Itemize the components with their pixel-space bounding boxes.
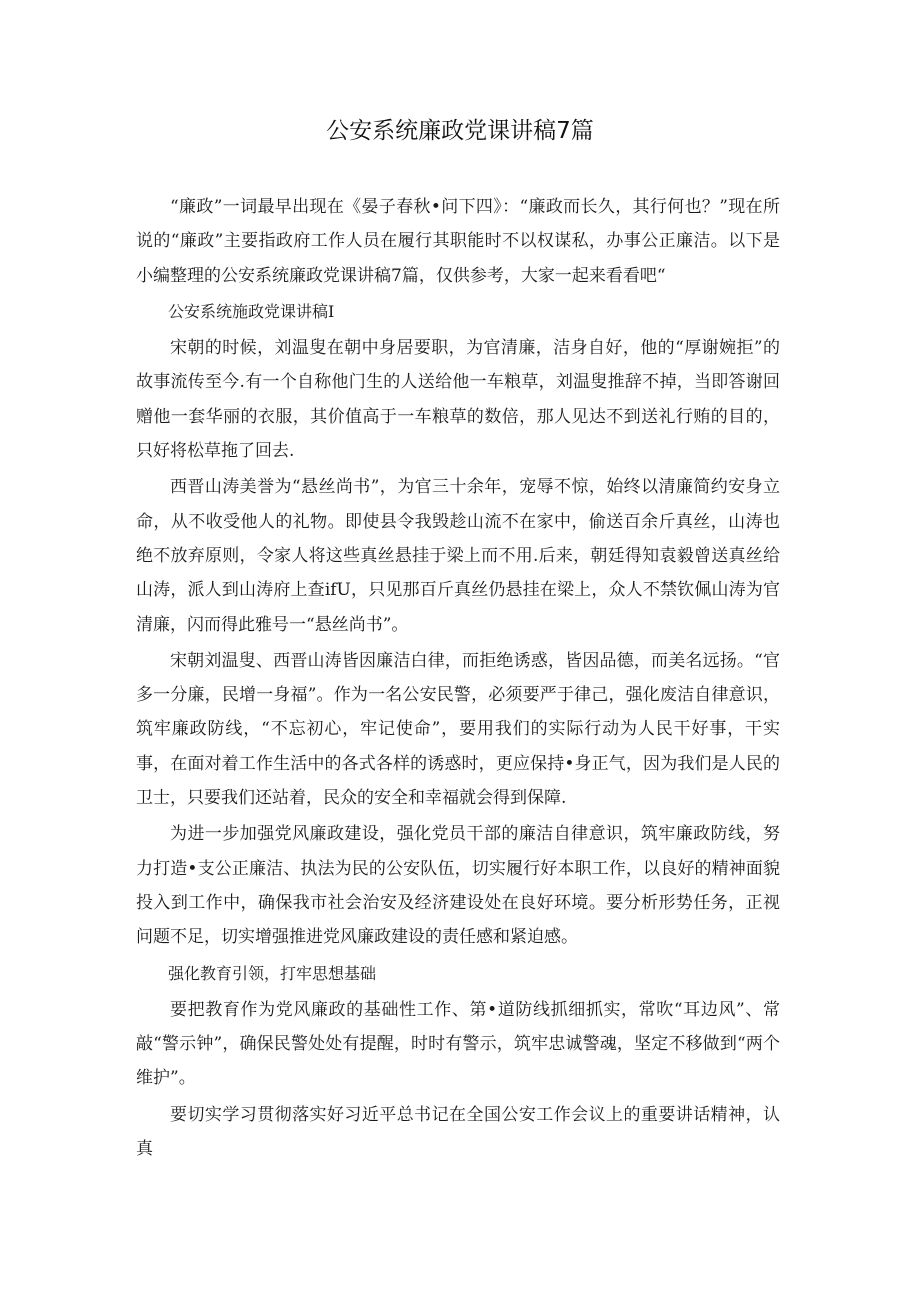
paragraph: 宋朝的时候，刘温叟在朝中身居要职，为官清廉，洁身自好，他的“厚谢婉拒”的故事流传至今.有一个自称他门生的人送给他一车粮草，刘温叟推辞不掉，当即答谢回赠他一套华丽的衣服，其价值高于一车粮草的数倍，那人见达不到送礼行贿的目的，只好将松草拖了回去.: [136, 338, 780, 462]
paragraph: “廉政”一词最早出现在《晏子春秋•问下四》：“廉政而长久，其行何也？”现在所说的“廉政”主要指政府工作人员在履行其职能时不以权谋私，办事公正廉洁。以下是小编整理的公安系统廉政党课讲稿7篇，仅供参考，大家一起来看看吧“: [136, 197, 780, 286]
paragraph: 要把教育作为党风廉政的基础性工作、第•道防线抓细抓实，常吹“耳边风”、常敲“警示钟”，确保民警处处有提醒，时时有警示，筑牢忠诚警魂，坚定不移做到“两个维护”。: [136, 999, 780, 1089]
paragraph: 西晋山涛美誉为“悬丝尚书”，为官三十余年，宠辱不惊，始终以清廉简约安身立命，从不收受他人的礼物。即使县令我毁趁山流不在家中，偷送百余斤真丝，山涛也绝不放弃原则，令家人将这些真丝悬挂于梁上而不用.后来，朝廷得知袁毅曾送真丝给山涛，派人到山涛府上查ifU，只见那百斤真丝仍悬挂在梁上，众人不禁钦佩山涛为官清廉，闪而得此雅号一“悬丝尚书”。: [136, 477, 780, 635]
document-title: 公安系统廉政党课讲稿7篇: [326, 118, 594, 144]
section-heading: 强化教育引领，打牢思想基础: [168, 963, 377, 983]
paragraph: 为进一步加强党风廉政建设，强化党员干部的廉洁自律意识，筑牢廉政防线，努力打造•支公正廉洁、执法为民的公安队伍，切实履行好本职工作，以良好的精神面貌投入到工作中，确保我市社会治安及经济建设处在良好环境。要分析形势任务，正视问题不足，切实增强推进党风廉政建设的责任感和紧迫感。: [136, 824, 780, 948]
section-heading: 公安系统施政党课讲稿I: [168, 301, 335, 321]
paragraph: 要切实学习贯彻落实好习近平总书记在全国公安工作会议上的重要讲话精神，认真: [136, 1104, 780, 1160]
paragraph: 宋朝刘温叟、西晋山涛皆因廉洁白律，而拒绝诱惑，皆因品德，而美名远扬。“官多一分廉，民增一身福”。作为一名公安民警，必须要严于律己，强化废洁自律意识，筑牢廉政防线，“不忘初心，牢记使命”，要用我们的实际行动为人民干好事，干实事，在面对着工作生活中的各式各样的诱惑时，更应保持•身正气，因为我们是人民的卫士，只要我们还站着，民众的安全和幸福就会得到保障.: [136, 650, 780, 809]
document-body: [136, 190, 780, 1168]
